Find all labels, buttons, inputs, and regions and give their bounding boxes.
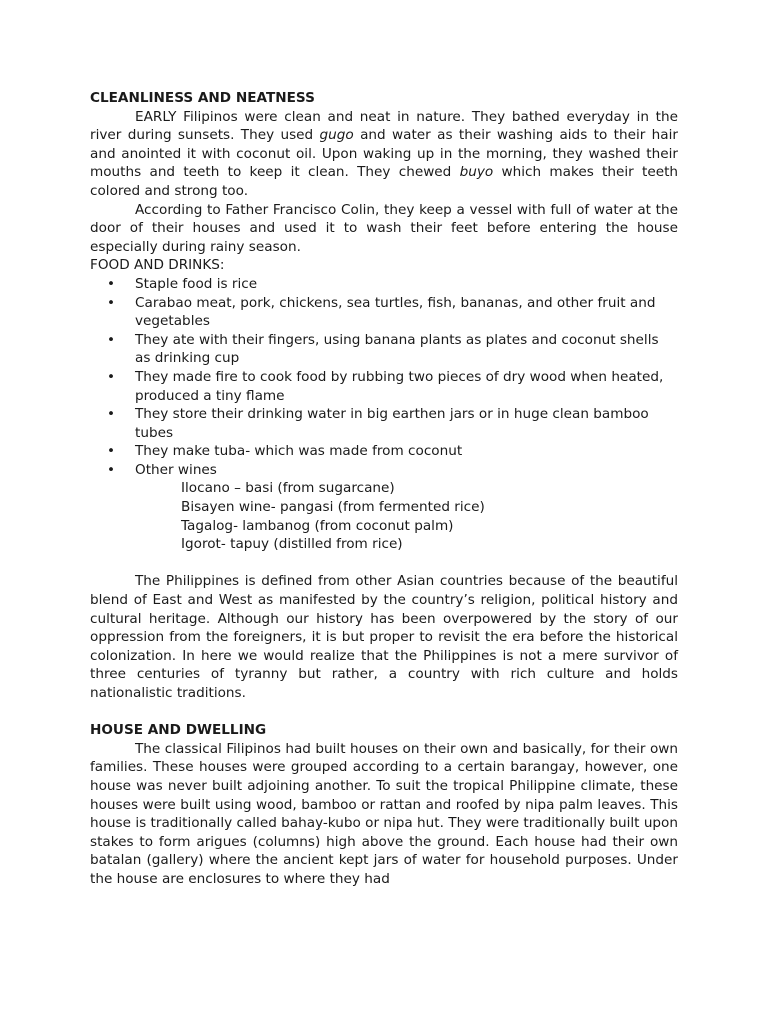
wine-item: Bisayen wine- pangasi (from fermented rice) [181,499,485,516]
blank-line [90,554,678,573]
document-page [90,89,678,889]
text-cleanliness-1c: which makes their teeth colored and strong too. [90,164,679,199]
wine-item: Tagalog- lambanog (from coconut palm) [181,517,454,534]
list-item: • They made fire to cook food by rubbing two pieces of dry wood when heated, produced a tiny flame [135,368,678,405]
food-list [90,275,678,480]
paragraph-philippines: The Philippines is defined from other Asian countries because of the beautiful blend of East and West as manifested by the country’s religion, political history and cultural heritage. Although our history has been overpowered by the story of our oppression from the foreigners, it is but proper to revisit the era before the historical colonization. In here we would realize that the Philippines is not a mere survivor of three centuries of tyranny but rather, a country with rich culture and holds nationalistic traditions. [90,573,678,701]
wine-list [90,479,678,553]
term-buyo: buyo [459,164,494,181]
list-item: • They ate with their fingers, using banana plants as plates and coconut shells as drinking cup [135,331,678,368]
list-item: • They make tuba- which was made from coconut [135,442,678,461]
paragraph-cleanliness-2: According to Father Francisco Colin, they keep a vessel with full of water at the door of their houses and used it to wash their feet before entering the house especially during rainy season. [90,201,678,255]
text-cleanliness-1a: EARLY Filipinos were clean and neat in nature. They bathed everyday in the river during sunsets. They used [90,108,678,144]
heading-house: HOUSE AND DWELLING [90,722,267,739]
list-item: • Carabao meat, pork, chickens, sea turtles, fish, bananas, and other fruit and vegetables [135,294,678,331]
list-item: • Staple food is rice [135,275,678,294]
heading-cleanliness: CLEANLINESS AND NEATNESS [90,90,315,106]
heading-food: FOOD AND DRINKS: [90,257,225,274]
paragraph-house: The classical Filipinos had built houses on their own and basically, for their own families. These houses were grouped according to a certain barangay, however, one house was never built adjoining another. To suit the tropical Philippine climate, these houses were built using wood, bamboo or rattan and roofed by nipa palm leaves. This house is traditionally called bahay-kubo or nipa hut. They were traditionally built upon stakes to form arigues (columns) high above the ground. Each house had their own batalan (gallery) where the ancient kept jars of water for household purposes. Under the house are enclosures to where they had [90,740,678,887]
wine-item: Igorot- tapuy (distilled from rice) [181,536,403,553]
text-cleanliness-1b: and water as their washing aids to their hair and anointed it with coconut oil. Upon waking up in the morning, they washed their mouths and teeth to keep it clean. They chewed [90,127,678,181]
paragraph-cleanliness-1 [90,108,678,201]
list-item: • They store their drinking water in big earthen jars or in huge clean bamboo tubes [135,405,678,442]
term-gugo: gugo [319,127,354,144]
blank-line [90,703,678,722]
wine-item: Ilocano – basi (from sugarcane) [181,480,395,497]
list-item: • Other wines [135,461,678,480]
